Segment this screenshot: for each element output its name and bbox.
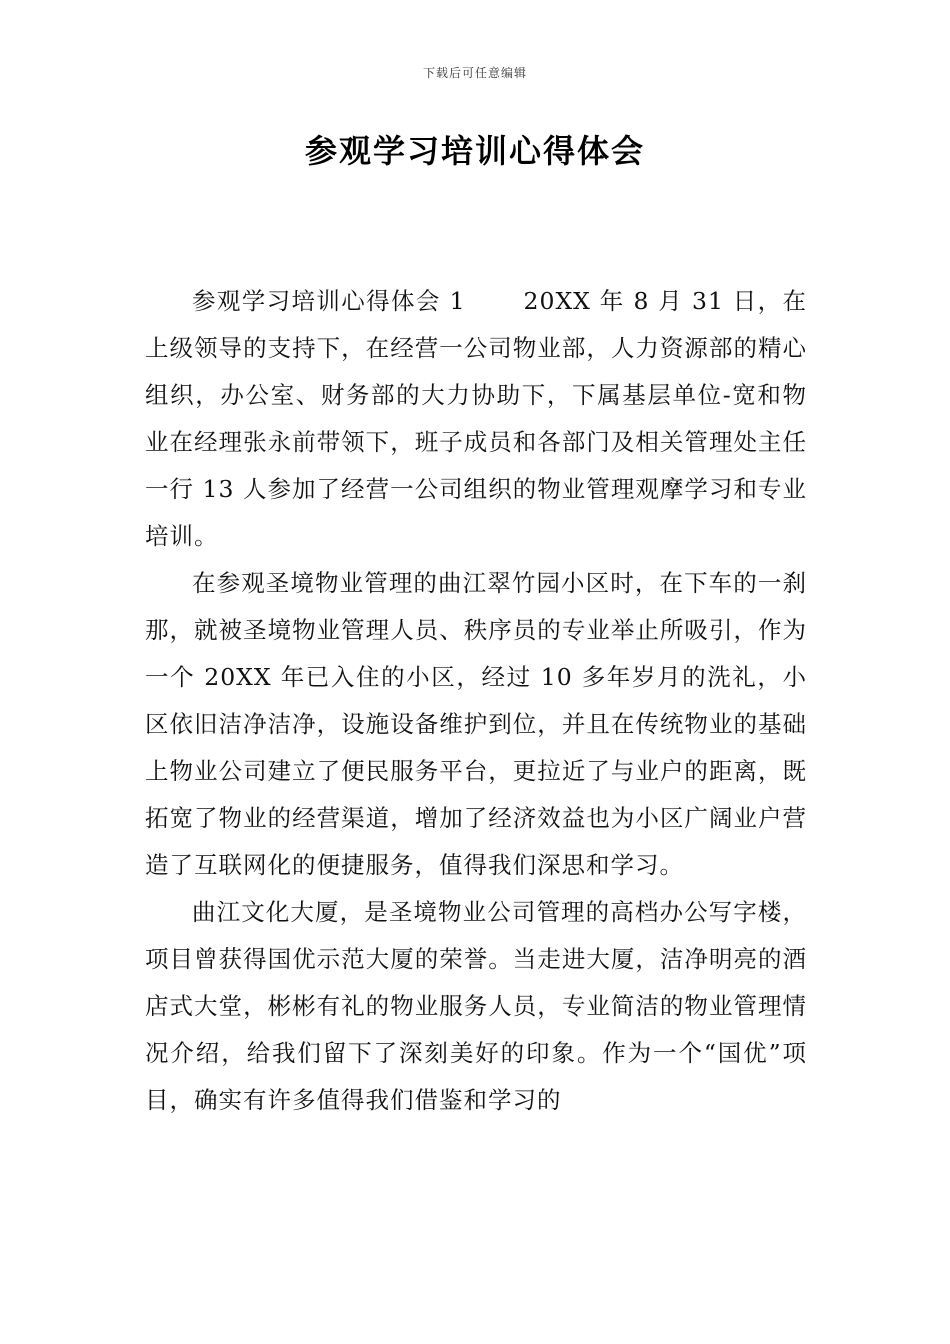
document-body xyxy=(145,278,807,1124)
paragraph-1 xyxy=(145,278,807,560)
document-title: 参观学习培训心得体会 xyxy=(304,132,645,170)
paragraph-1-lead: 参观学习培训心得体会 1 xyxy=(192,287,466,315)
paragraph-3: 曲江文化大厦，是圣境物业公司管理的高档办公写字楼，项目曾获得国优示范大厦的荣誉。当走进大厦，洁净明亮的酒店式大堂，彬彬有礼的物业服务人员，专业简洁的物业管理情况介绍，给我们留下了深刻美好的印象。作为一个“国优”项目，确实有许多值得我们借鉴和学习的 xyxy=(145,898,807,1114)
paragraph-2: 在参观圣境物业管理的曲江翠竹园小区时，在下车的一刹那，就被圣境物业管理人员、秩序员的专业举止所吸引，作为一个 20XX 年已入住的小区，经过 10 多年岁月的洗礼，小区依旧洁净洁净，设施设备维护到位，并且在传统物业的基础上物业公司建立了便民服务平台，更拉近了与业户的距离，既拓宽了物业的经营渠道，增加了经济效益也为小区广阔业户营造了互联网化的便捷服务，值得我们深思和学习。 xyxy=(145,569,807,879)
header-note: 下载后可任意编辑 xyxy=(422,66,527,80)
paragraph-1-body: 20XX 年 8 月 31 日，在上级领导的支持下，在经营一公司物业部，人力资源部的精心组织，办公室、财务部的大力协助下，下属基层单位-宽和物业在经理张永前带领下，班子成员和各部门及相关管理处主任一行 13 人参加了经营一公司组织的物业管理观摩学习和专业培训。 xyxy=(145,287,807,550)
